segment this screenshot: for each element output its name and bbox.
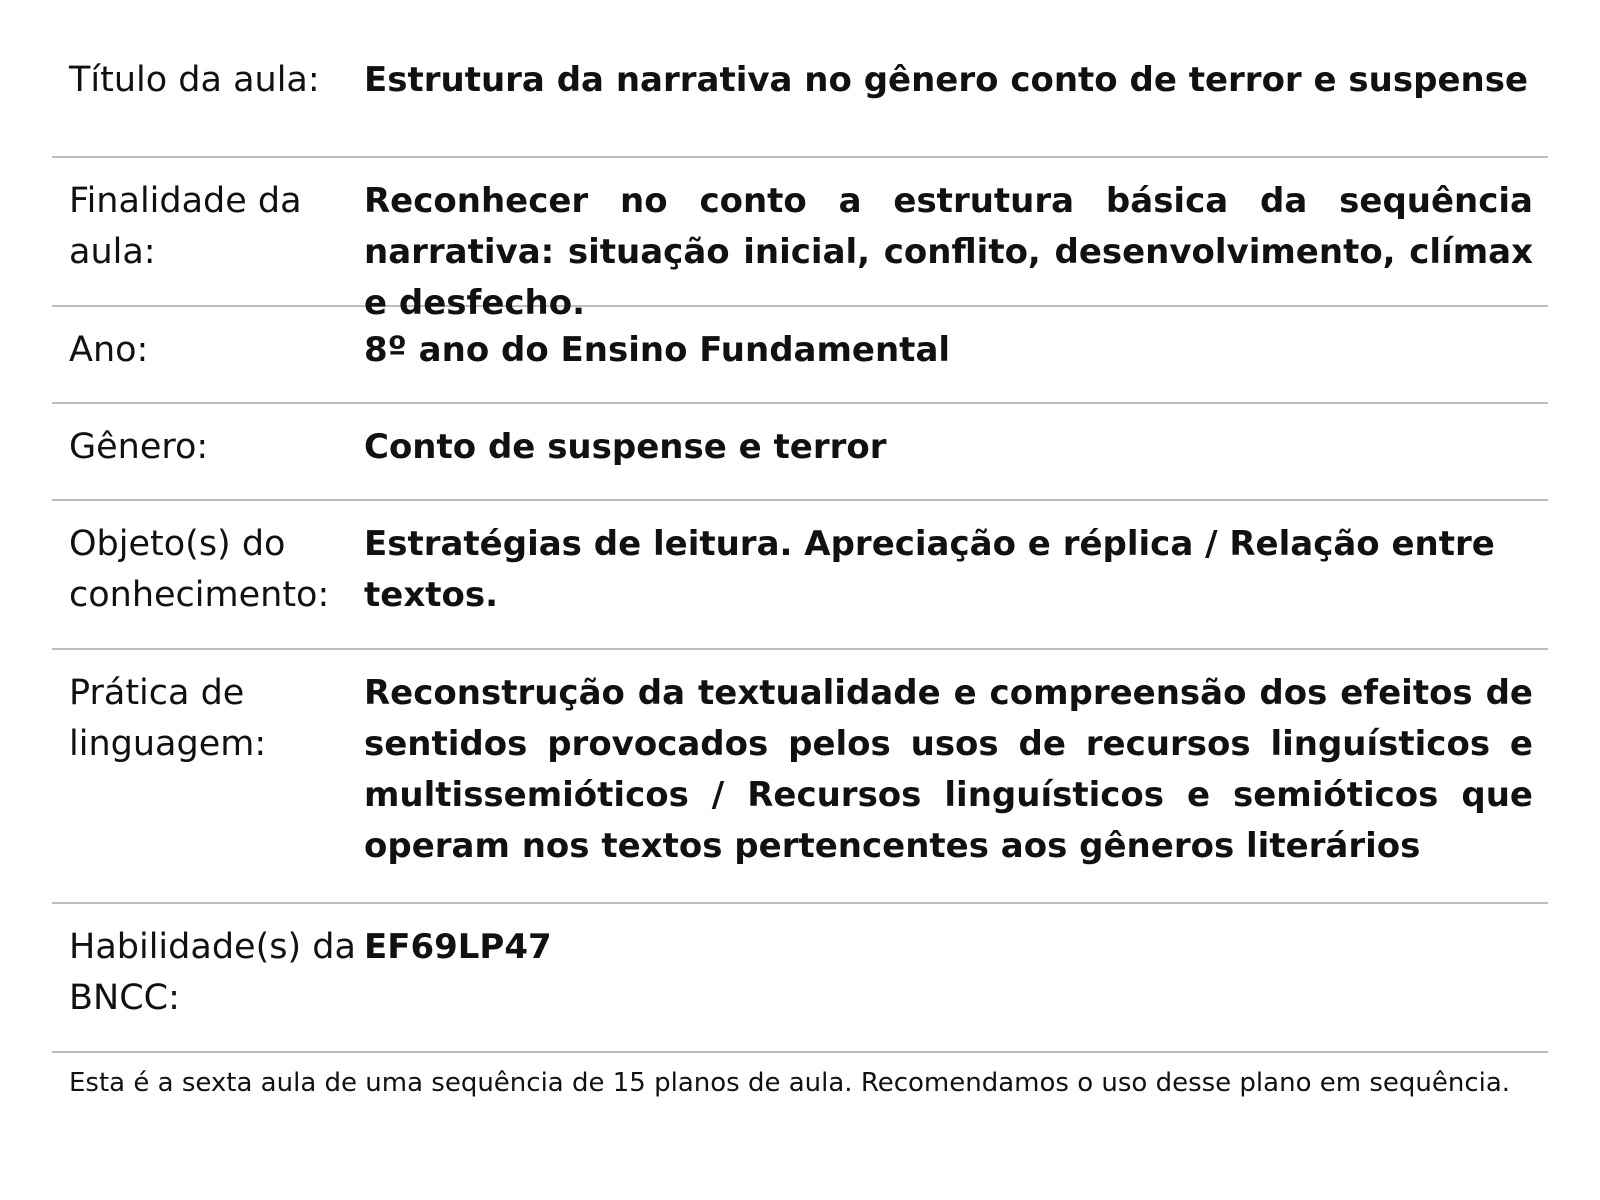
row-value: Estrutura da narrativa no gênero conto de terror e suspense <box>364 60 1529 100</box>
row-finalidade <box>52 158 1548 323</box>
row-genero <box>52 404 1548 501</box>
row-pratica <box>52 650 1548 904</box>
row-label: Finalidade da aula: <box>69 181 302 272</box>
row-value: Estratégias de leitura. Apreciação e réplica / Relação entre textos. <box>364 524 1495 615</box>
row-value: EF69LP47 <box>364 927 552 967</box>
lesson-info-table <box>52 0 1548 1053</box>
row-value: 8º ano do Ensino Fundamental <box>364 330 951 370</box>
row-label: Gênero: <box>69 427 209 467</box>
row-label: Objeto(s) do conhecimento: <box>69 524 330 615</box>
row-label: Habilidade(s) da BNCC: <box>69 927 356 1018</box>
row-objeto <box>52 501 1548 650</box>
row-value: Reconstrução da textualidade e compreensão dos efeitos de sentidos provocados pelos usos de recursos linguísticos e multissemióticos / Recursos linguísticos e semióticos que operam nos textos pertencentes aos gêneros literários <box>364 673 1533 866</box>
row-value: Conto de suspense e terror <box>364 427 887 467</box>
row-label: Prática de linguagem: <box>69 673 267 764</box>
row-ano <box>52 307 1548 404</box>
row-label: Ano: <box>69 330 149 370</box>
sequence-note: Esta é a sexta aula de uma sequência de 15 planos de aula. Recomendamos o uso desse plano em sequência. <box>69 1068 1511 1098</box>
row-habilidade <box>52 904 1548 1053</box>
row-titulo <box>52 0 1548 158</box>
row-label: Título da aula: <box>69 60 320 100</box>
row-value: Reconhecer no conto a estrutura básica da sequência narrativa: situação inicial, conflito, desenvolvimento, clímax e desfecho. <box>364 181 1533 323</box>
